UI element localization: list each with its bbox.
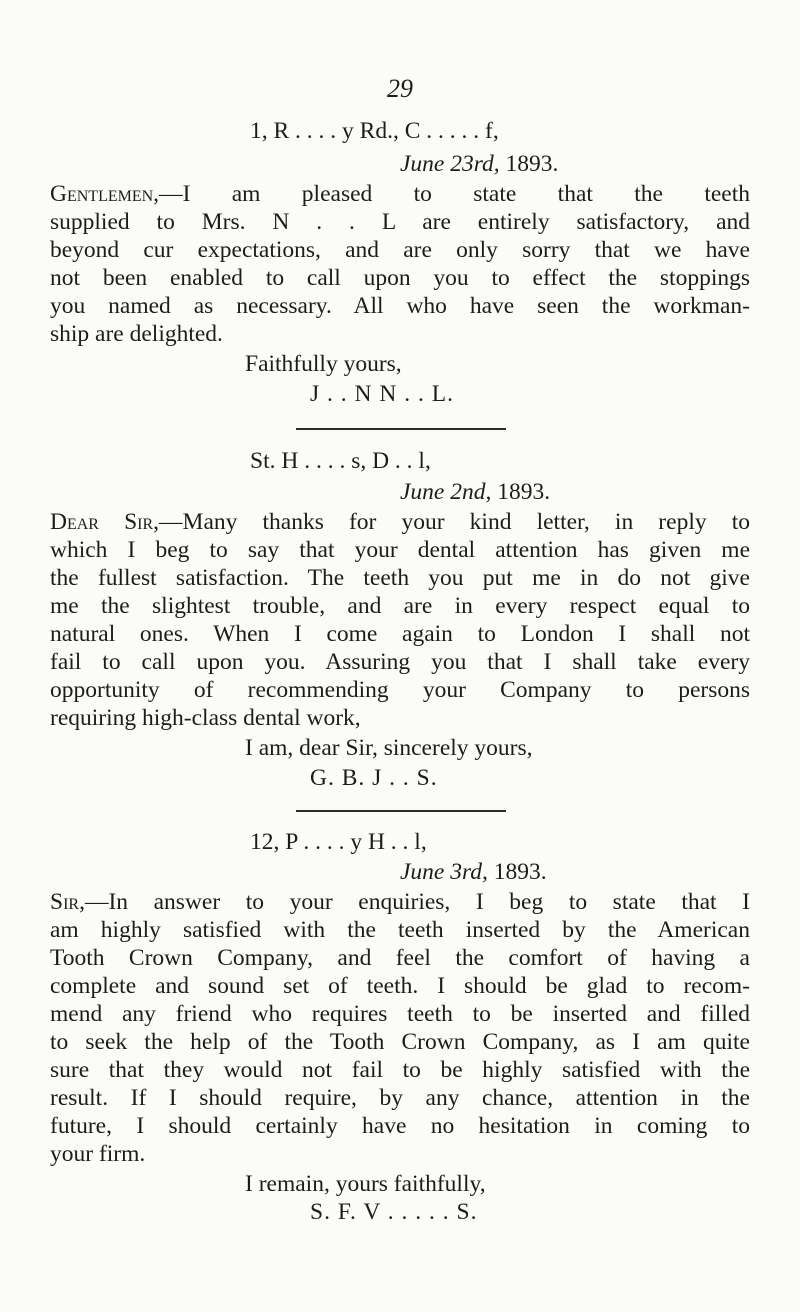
body-line: which I beg to say that your dental attention has given me — [50, 537, 750, 563]
body-line: ship are delighted. — [50, 321, 223, 347]
letter-closing: I am, dear Sir, sincerely yours, — [245, 735, 533, 761]
body-line: to seek the help of the Tooth Crown Company, as I am quite — [50, 1029, 750, 1055]
salutation: Gentlemen, — [50, 181, 160, 207]
body-line — [50, 180, 750, 208]
body-line: your firm. — [50, 1141, 146, 1167]
body-text: —Many thanks for your kind letter, in reply to — [159, 509, 750, 535]
body-line: future, I should certainly have no hesitation in coming to — [50, 1113, 750, 1139]
letter-address: St. H . . . . s, D . . l, — [250, 448, 431, 474]
letter-closing: Faithfully yours, — [245, 351, 402, 377]
letter-signature: G. B. J . . S. — [310, 765, 438, 791]
body-line: not been enabled to call upon you to effect the stoppings — [50, 265, 750, 291]
salutation: Dear Sir, — [50, 509, 160, 535]
body-line: Tooth Crown Company, and feel the comfort of having a — [50, 945, 750, 971]
divider-rule — [296, 810, 506, 812]
page-number: 29 — [387, 74, 413, 103]
date-month: June 3rd, — [400, 859, 488, 885]
date-month: June 23rd, — [400, 151, 500, 177]
date-year: 1893. — [505, 151, 559, 177]
letter-closing: I remain, yours faithfully, — [245, 1171, 486, 1197]
body-line: sure that they would not fail to be highly satisfied with the — [50, 1057, 750, 1083]
body-line: fail to call upon you. Assuring you that I shall take every — [50, 649, 750, 675]
body-text: —In answer to your enquiries, I beg to state that I — [84, 889, 750, 915]
body-line: result. If I should require, by any chance, attention in the — [50, 1085, 750, 1111]
body-line: you named as necessary. All who have seen the workman- — [50, 293, 750, 319]
letter-date — [400, 150, 760, 178]
date-month: June 2nd, — [400, 479, 492, 505]
date-year: 1893. — [493, 859, 547, 885]
body-line: opportunity of recommending your Company to persons — [50, 677, 750, 703]
salutation: Sir, — [50, 889, 85, 915]
body-line — [50, 508, 750, 536]
body-line: the fullest satisfaction. The teeth you put me in do not give — [50, 565, 750, 591]
letter-address: 1, R . . . . y Rd., C . . . . . f, — [250, 118, 499, 144]
body-line: supplied to Mrs. N . . L are entirely satisfactory, and — [50, 209, 750, 235]
body-text: —I am pleased to state that the teeth — [159, 181, 750, 207]
body-line: me the slightest trouble, and are in every respect equal to — [50, 593, 750, 619]
body-line: mend any friend who requires teeth to be inserted and filled — [50, 1001, 750, 1027]
body-line: am highly satisfied with the teeth inserted by the American — [50, 917, 750, 943]
body-line: beyond cur expectations, and are only sorry that we have — [50, 237, 750, 263]
body-line: requiring high-class dental work, — [50, 705, 361, 731]
letter-date — [400, 858, 760, 886]
body-line: complete and sound set of teeth. I should be glad to recom- — [50, 973, 750, 999]
date-year: 1893. — [497, 479, 551, 505]
letter-signature: S. F. V . . . . . S. — [310, 1199, 478, 1225]
body-line — [50, 888, 750, 916]
letter-date — [400, 478, 760, 506]
letter-signature: J . . N N . . L. — [310, 381, 454, 407]
body-line: natural ones. When I come again to London I shall not — [50, 621, 750, 647]
divider-rule — [296, 428, 506, 430]
letter-address: 12, P . . . . y H . . l, — [250, 829, 427, 855]
